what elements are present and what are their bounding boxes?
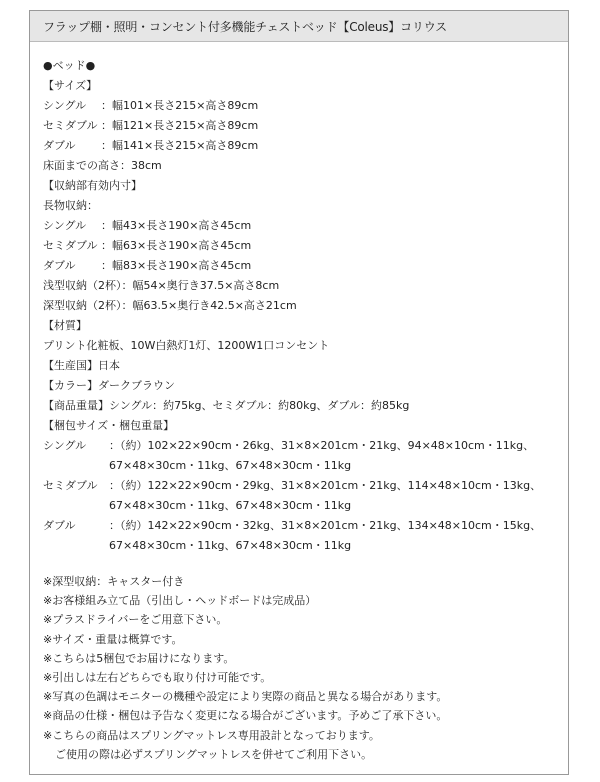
long-storage-value: ：幅63×長さ190×高さ45cm (101, 239, 252, 252)
note: ※引出しは左右どちらでも取り付け可能です。 (43, 671, 272, 685)
long-storage-row-single (43, 216, 568, 236)
package-label: ダブル (43, 519, 76, 532)
long-storage-row-semidouble (43, 236, 568, 256)
package-row-double (43, 516, 568, 536)
size-label: セミダブル (43, 119, 98, 132)
package-line-continued: 67×48×30cm・11kg、67×48×30cm・11kg (109, 539, 352, 552)
package-row-single (43, 436, 568, 456)
package-row-semidouble (43, 476, 568, 496)
material-text: プリント化粧板、10W白熱灯1灯、1200W1口コンセント (43, 339, 330, 352)
size-value: ：幅121×長さ215×高さ89cm (101, 119, 259, 132)
spacer (43, 556, 568, 572)
material-heading: 【材質】 (43, 319, 87, 332)
color: 【カラー】ダークブラウン (43, 379, 175, 392)
floor-height: 床面までの高さ：38cm (43, 159, 162, 172)
spec-panel (29, 10, 569, 775)
product-title: フラップ棚・照明・コンセント付多機能チェストベッド【Coleus】コリウス (43, 19, 447, 34)
long-storage-label: 長物収納： (43, 199, 98, 212)
long-storage-row-double (43, 256, 568, 276)
size-label: シングル (43, 99, 87, 112)
size-value: ：幅101×長さ215×高さ89cm (101, 99, 259, 112)
spec-body (30, 42, 568, 764)
package-line: ：（約）102×22×90cm・26kg、31×8×201cm・21kg、94×48×10cm・11kg、 (109, 439, 535, 452)
package-label: シングル (43, 439, 87, 452)
shallow-storage: 浅型収納（2杯）：幅54×奥行き37.5×高さ8cm (43, 279, 280, 292)
note: ※こちらの商品はスプリングマットレス専用設計となっております。 (43, 728, 380, 742)
notes-list (43, 572, 568, 764)
size-value: ：幅141×長さ215×高さ89cm (101, 139, 259, 152)
note: ※深型収納：キャスター付き (43, 575, 185, 588)
long-storage-value: ：幅43×長さ190×高さ45cm (101, 219, 252, 232)
package-line-continued: 67×48×30cm・11kg、67×48×30cm・11kg (109, 459, 352, 472)
origin: 【生産国】日本 (43, 359, 120, 372)
note: ※写真の色調はモニターの機種や設定により実際の商品と異なる場合があります。 (43, 690, 448, 704)
note: ※サイズ・重量は概算です。 (43, 632, 183, 646)
weight: 【商品重量】シングル：約75kg、セミダブル：約80kg、ダブル：約85kg (43, 399, 410, 412)
long-storage-label: シングル (43, 219, 87, 232)
size-row-single (43, 96, 568, 116)
package-line: ：（約）122×22×90cm・29kg、31×8×201cm・21kg、114×48×10cm・13kg、 (109, 479, 542, 492)
package-label: セミダブル (43, 479, 98, 492)
long-storage-label: ダブル (43, 259, 76, 272)
package-line-continued: 67×48×30cm・11kg、67×48×30cm・11kg (109, 499, 352, 512)
size-row-semidouble (43, 116, 568, 136)
package-line: ：（約）142×22×90cm・32kg、31×8×201cm・21kg、134×48×10cm・15kg、 (109, 519, 542, 532)
size-row-double (43, 136, 568, 156)
deep-storage: 深型収納（2杯）：幅63.5×奥行き42.5×高さ21cm (43, 299, 297, 312)
note: ※こちらは5梱包でお届けになります。 (43, 651, 235, 665)
note: ※商品の仕様・梱包は予告なく変更になる場合がございます。予めご了承下さい。 (43, 709, 448, 723)
bed-heading: ●ベッド● (43, 59, 96, 72)
long-storage-value: ：幅83×長さ190×高さ45cm (101, 259, 252, 272)
product-title-bar (30, 11, 568, 42)
note-continued: ご使用の際は必ずスプリングマットレスを併せてご利用下さい。 (55, 747, 373, 761)
note: ※プラスドライバーをご用意下さい。 (43, 613, 228, 627)
size-label: ダブル (43, 139, 76, 152)
storage-heading: 【収納部有効内寸】 (43, 179, 142, 192)
package-heading: 【梱包サイズ・梱包重量】 (43, 419, 175, 432)
note: ※お客様組み立て品（引出し・ヘッドボードは完成品） (43, 594, 317, 608)
long-storage-label: セミダブル (43, 239, 98, 252)
size-heading: 【サイズ】 (43, 79, 98, 92)
